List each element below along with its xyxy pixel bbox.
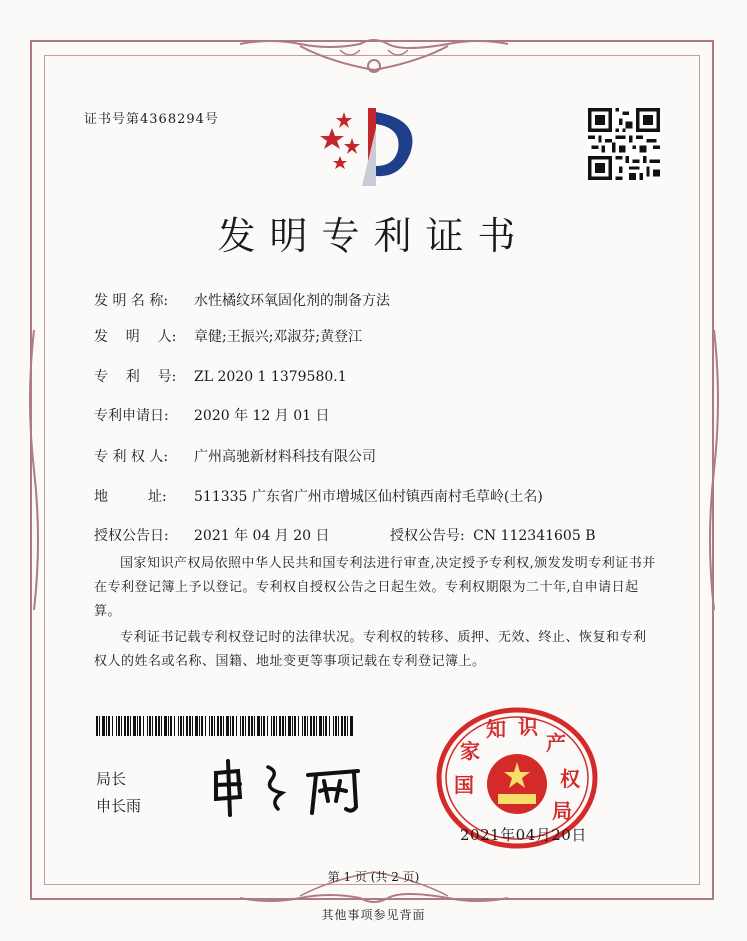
right-ornament [704,330,724,610]
field-patentee [94,446,376,466]
field-value: 广州高驰新材料科技有限公司 [194,449,376,465]
field-value: 2020 年 12 月 01 日 [194,408,330,424]
field-value: 水性橘纹环氧固化剂的制备方法 [194,293,390,309]
field-label: 地 址: [94,489,167,505]
field-application-date [94,405,330,425]
top-ornament [240,36,508,80]
seal-date: 2021年04月20日 [460,826,587,844]
patent-office-emblem-icon [318,98,428,190]
field-value: 2021 年 04 月 20 日 [194,528,330,544]
barcode-icon [96,716,354,736]
director-title: 局长 [96,770,127,788]
svg-text:局: 局 [552,799,572,823]
field-grant-date [94,525,330,545]
field-label: 授权公告日: [94,528,169,544]
page-number: 第 1 页 (共 2 页) [327,870,420,884]
footer-note: 其他事项参见背面 [321,908,426,922]
svg-text:识: 识 [518,715,538,739]
field-label: 授权公告号: [390,528,465,544]
field-grant-number [390,525,596,545]
qr-code-icon [588,108,660,180]
field-value: CN 112341605 B [473,528,596,544]
field-value: 章健;王振兴;邓淑芬;黄登江 [194,329,363,345]
left-ornament [24,330,44,610]
statement-paragraph-1: 国家知识产权局依照中华人民共和国专利法进行审查,决定授予专利权,颁发发明专利证书并在专利登记簿上予以登记。专利权自授权公告之日起生效。专利权期限为二十年,自申请日起算。 [94,556,656,619]
svg-text:家: 家 [460,739,480,763]
director-signature [208,757,378,817]
svg-text:知: 知 [486,717,506,741]
field-label: 专利申请日: [94,408,169,424]
field-label: 专 利 号: [94,369,177,385]
statement-paragraph-2: 专利证书记载专利权登记时的法律状况。专利权的转移、质押、无效、终止、恢复和专利权人的姓名或名称、国籍、地址变更等事项记载在专利登记簿上。 [94,630,647,669]
certificate-title: 发明专利证书 [217,214,530,258]
field-invention-name [94,290,390,310]
svg-text:国: 国 [454,773,474,797]
field-label: 发 明 名 称: [94,293,169,309]
field-inventors [94,326,362,346]
field-value: ZL 2020 1 1379580.1 [194,369,347,385]
svg-text:产: 产 [546,731,566,755]
director-name: 申长雨 [96,797,142,815]
field-address [94,486,543,506]
field-label: 发 明 人: [94,329,177,345]
svg-text:权: 权 [560,767,580,791]
field-value: 511335 广东省广州市增城区仙村镇西南村毛草岭(土名) [194,489,543,505]
field-label: 专 利 权 人: [94,449,169,465]
field-patent-number [94,366,347,386]
certificate-number: 证书号第4368294号 [84,112,219,127]
